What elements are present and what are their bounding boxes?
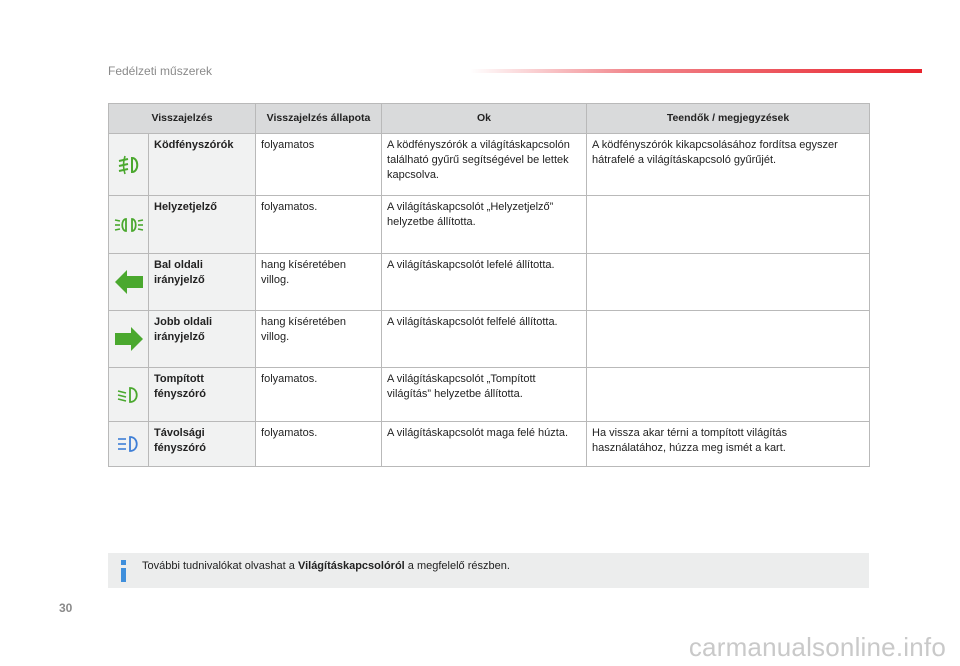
indicator-cause: A ködfényszórók a világításkapcsolón található gyűrű segítségével be lettek kapcsolva. [382,134,587,196]
side-lights-icon [109,215,148,235]
indicator-cause: A világításkapcsolót „Tompított világítás” helyzetbe állította. [382,368,587,422]
table-row [109,254,870,311]
indicator-action [587,254,870,311]
indicator-state: folyamatos. [256,368,382,422]
indicator-action [587,368,870,422]
column-header: Visszajelzés állapota [256,104,382,134]
indicator-cause: A világításkapcsolót maga felé húzta. [382,422,587,467]
right-arrow-icon [109,326,148,352]
indicator-name: Ködfényszórók [149,134,256,196]
indicator-name: Jobb oldali irányjelző [149,311,256,368]
column-header: Visszajelzés [109,104,256,134]
watermark: carmanualsonline.info [688,632,946,662]
indicator-name: Távolsági fényszóró [149,422,256,467]
column-header: Ok [382,104,587,134]
indicator-name: Tompított fényszóró [149,368,256,422]
page-number: 30 [59,601,73,615]
section-title: Fedélzeti műszerek [108,64,213,78]
column-header: Teendők / megjegyzések [587,104,870,134]
lighting-switch-reference: Világításkapcsolóról [297,560,405,572]
indicator-action [587,311,870,368]
table-row [109,368,870,422]
table-row [109,422,870,467]
indicator-state: folyamatos. [256,196,382,254]
indicator-cause: A világításkapcsolót lefelé állította. [382,254,587,311]
info-text: További tudnivalókat olvashat a Világításkapcsolóról a megfelelő részben. [142,560,510,572]
main-beam-icon [109,434,148,454]
indicator-state: hang kíséretében villog. [256,254,382,311]
indicator-action: A ködfényszórók kikapcsolásához fordítsa egyszer hátrafelé a világításkapcsoló gyűrűjét. [587,134,870,196]
table-row [109,196,870,254]
indicator-name: Bal oldali irányjelző [149,254,256,311]
dipped-beam-icon [109,385,148,405]
warning-lights-table [108,103,870,467]
indicator-action [587,196,870,254]
info-icon [118,559,130,583]
indicator-cause: A világításkapcsolót felfelé állította. [382,311,587,368]
indicator-state: folyamatos [256,134,382,196]
table-header-row [109,104,870,134]
table-row [109,311,870,368]
info-note [108,553,869,588]
front-fog-light-icon [109,154,148,176]
indicator-state: folyamatos. [256,422,382,467]
indicator-name: Helyzetjelző [149,196,256,254]
table-row [109,134,870,196]
indicator-state: hang kíséretében villog. [256,311,382,368]
left-arrow-icon [109,269,148,295]
indicator-action: Ha vissza akar térni a tompított világítás használatához, húzza meg ismét a kart. [587,422,870,467]
header-divider [470,69,922,73]
indicator-cause: A világításkapcsolót „Helyzetjelző” helyzetbe állította. [382,196,587,254]
